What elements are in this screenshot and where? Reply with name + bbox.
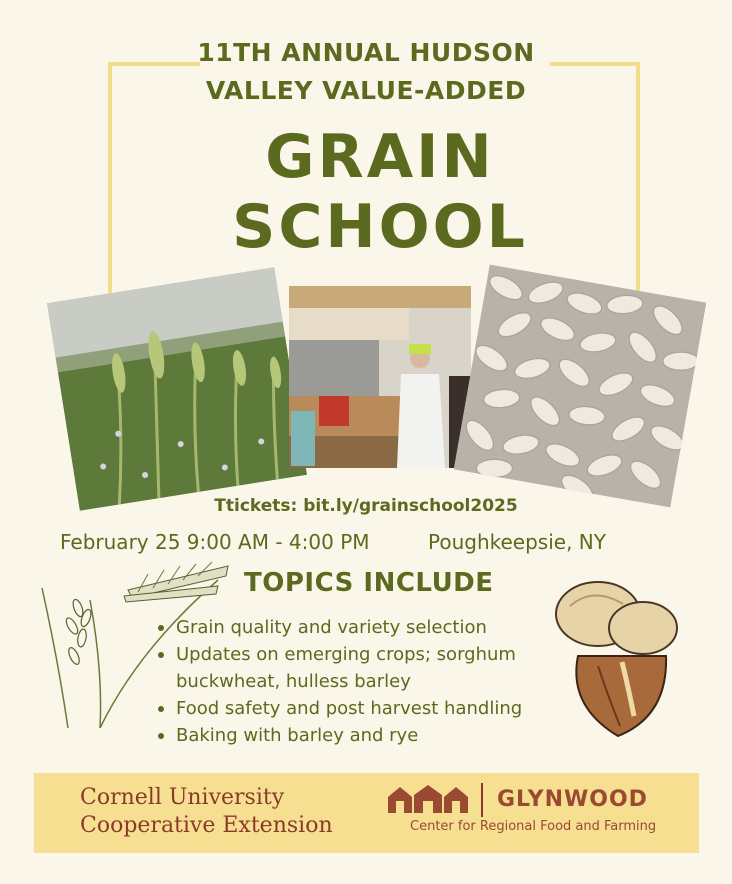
topics-list	[156, 614, 556, 749]
topic-item-continued: buckwheat, hulless barley	[176, 671, 411, 692]
topics-heading: TOPICS INCLUDE	[244, 568, 494, 598]
cornell-line-2: Cooperative Extension	[80, 813, 333, 838]
cornell-line-1: Cornell University	[80, 785, 285, 810]
topic-item: Grain quality and variety selection	[156, 614, 556, 641]
bread-loaf-illustration	[548, 566, 688, 746]
tickets-link[interactable]: Ttickets: bit.ly/grainschool2025	[214, 496, 518, 516]
topic-item: Food safety and post harvest handling	[156, 695, 556, 722]
event-location: Poughkeepsie, NY	[428, 530, 606, 554]
subtitle-line-2: VALLEY VALUE-ADDED	[205, 76, 527, 105]
glynwood-name: GLYNWOOD	[497, 787, 648, 812]
wheat-field-photo	[47, 267, 307, 510]
subtitle-line-1: 11TH ANNUAL HUDSON	[197, 38, 535, 67]
topic-item: Baking with barley and rye	[156, 722, 556, 749]
kitchen-instructor-photo	[289, 286, 471, 468]
white-beans-photo	[454, 264, 707, 507]
barn-logo-icon	[388, 785, 468, 817]
event-datetime: February 25 9:00 AM - 4:00 PM	[60, 530, 370, 554]
title-grain: GRAIN	[265, 122, 495, 192]
glynwood-tagline: Center for Regional Food and Farming	[410, 819, 657, 834]
topic-item: Updates on emerging crops; sorghum	[156, 641, 556, 668]
logo-divider	[481, 783, 483, 817]
title-school: SCHOOL	[232, 192, 528, 262]
footer-band	[34, 773, 699, 853]
